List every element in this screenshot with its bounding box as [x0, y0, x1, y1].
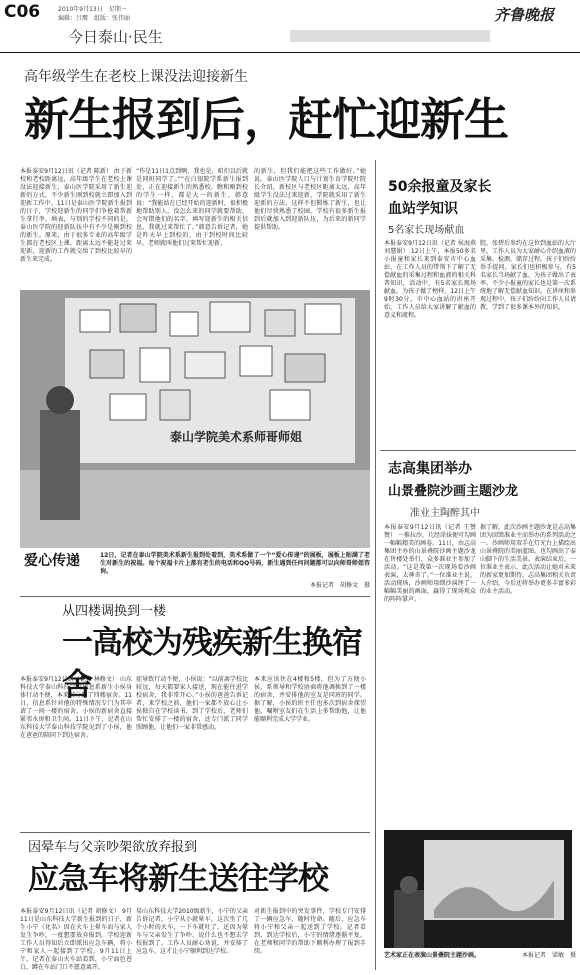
article3-col1: 本报泰安9月12日讯（记者 王赞赞） 一推拉沙，几经涂抹便可勾画一幅幅精美的画卷。11日，由志高集团主办的山景叠院沙画主题沙龙在售楼处举行，众多准业主参加了活动。“这是我第一次现场看沙画表演，太神奇了。”一位准业主说。活动现场，沙画师用细沙演绎了一幅幅美丽的画面，赢得了现场观众的阵阵掌声。	[384, 524, 476, 603]
article4-rule	[20, 596, 370, 597]
article2-subhead: 5名家长现场献血	[388, 225, 465, 236]
article3-photo-caption: 艺术家正在表演山景叠院主题沙画。	[384, 952, 481, 959]
article5-rule	[20, 832, 370, 833]
article2-kicker: 50余报童及家长	[388, 179, 492, 195]
article5-col3: 对新生报到中的突发事件，学校专门安排了一辆应急车，随时待命。随后，应急车将小宁和父亲一起送到了学校。记者看到，到达学校后，小宁的情绪逐渐平复，在老师和同学的帮助下顺利办理了报到手续。	[254, 908, 366, 955]
date-line: 2010年9月13日 星期一	[58, 6, 127, 13]
masthead-bar	[290, 30, 490, 42]
article3-subhead: 准业主陶醉其中	[410, 508, 480, 519]
article4-col1: 本报泰安9月12日讯（记者 林修文） 山东科技大学泰山科技学院信息系新生小侯身体行动不便，本来被分到了四楼宿舍。11日，信息系针对他的特殊情况专门为其申请了一间一楼的宿舍，小侯的新宿舍直接紧邻水房和卫生间。11日下午，记者在山东科技大学泰山科技学院见到了小侯，他在爸爸的陪同下到达宿舍。	[20, 676, 132, 739]
article1-photo-caption: 12日，记者在泰山学院美术系新生报到处看到，美术系做了一个“爱心传递”的展板，展板上贴满了老生对新生的祝福。每个祝福卡片上都有老生的电话和QQ号码，新生遇到任何问题都可以向师哥师姐咨询。	[100, 552, 370, 575]
article1-kicker: 高年级学生在老校上课没法迎接新生	[24, 69, 248, 85]
article5-headline: 应急车将新生送往学校	[28, 861, 328, 897]
article1-col2: “作是11日1点到啊，我也是，咱们以后就是同班同学了。”“在白银院学系新生报到处，正在迎接新生的熟悉校，瞧和刚到校的学生一样，都是大一的新生。韩意说：“我能站在已经开始的迎新时，很积极地帮助别人，没怎么来的同学就要帮助，会写错他们的名字，填写迎新生的相关信息，我就过来帮忙了。”韩意告诉记者，她是昨天早上到校的，由于到校时间比较早，老师就叫他们过来帮忙迎新。	[136, 168, 248, 247]
article4-headline: 一高校为残疾新生换宿舍	[62, 625, 362, 703]
paper-name: 齐鲁晚报	[494, 6, 555, 24]
article2-kicker2: 血站学知识	[388, 201, 458, 217]
article1-col3: 的新生，但我们能把这些工作做好。”她说。泰山医学院人口与计划生育学院叶院长介绍，新校区与老校区距离太远，高年级学生没法过来迎新，学院就采用了新生迎新的方法，这样不但锻炼了新生，也让他们尽快熟悉了校园。学校有很多新生报到后就加入到迎新队伍，为后来的新同学提供帮助。	[254, 168, 366, 231]
article5-col1: 本报泰安9月12日讯（记者 胡修文） 9月11日是山东科技大学新生报到的日子，新生小宁（化名）因在火车上晕车而与家人发生争吵，一度想要放弃报到。学校迎新工作人员得知后立即派出应急车辆，将小宁和家人一起接到了学校。9月11日上午，记者在泰山火车站看到，小宁面色苍白，蹲在车站门口不愿意离开。	[20, 908, 132, 971]
article3-kicker: 志高集团举办	[388, 461, 472, 477]
masthead-rule	[0, 52, 580, 53]
article4-col2: 症导致行动不便，小侯说：“以前离学校比较远，每天都要家人接送，现在能住进学校宿舍，我非常开心。”小侯的爸爸告诉记者，来学校之前，他们一家都不放心让小侯独自在学校读书，到了学校后，老师们帮忙安排了一楼的宿舍，还专门派了同学照顾他，让他们一家非常感动。	[136, 676, 248, 731]
article2-col2: 腔，张碧后参约在这位到血站的大厅里，工作人员为大家耐心介绍血液的采集、检测、储存过程。孩子们纷纷举手提问，家长们也积极参与。有5名家长当场献了血，为孩子做出了表率。不少小报童的家长也是第一次系统地了解无偿献血知识。在讲座和参观过程中，孩子们纷纷向工作人员请教，学到了很多课本外的知识。	[480, 240, 577, 311]
section-title: 今日泰山·民生	[68, 28, 163, 46]
photo-display-board	[20, 290, 370, 548]
article5-col2: 易山东科技大学2010级新生，小宁的父亲告诉记者，小宁从小就晕车，这次坐了几个小时的火车，一下车就吐了，还因为晕车与父亲发生了争吵，说什么也不想去学校报到了。工作人员耐心劝说，并安排了应急车，这才让小宁顺利到达学校。	[136, 908, 248, 955]
article3-photo-credit: 本报记者 梁敏 摄	[521, 952, 576, 959]
article3-col2: 据了解，此次沙画主题沙龙是志高集团为回馈准业主而举办的系列活动之一。沙画师用双手在灯光台上描绘出山景叠院的美丽蓝图，也勾画出了泰山脚下的生活美景。表演结束后，一位准业主表示，此次活动让她对未来的新家更加期待。志高集团相关负责人介绍，今后还将举办更多丰富多彩的业主活动。	[480, 524, 577, 595]
article1-photo-credit: 本报记者 胡修文 摄	[309, 582, 370, 589]
vertical-divider	[375, 160, 376, 970]
article2-col1: 本报泰安9月12日讯（记者 侯海燕 刘慧娟） 12日上午，本报50多名小报童和家长来到泰安市中心血站，在工作人员的带领下了解了无偿献血的采集过程和血液的相关科普知识，活动中，有5名家长现场献血，为孩子做了榜样。12日上午9时30分，市中心血站的讲座开始，工作人员给大家讲解了献血的意义和流程。	[384, 240, 476, 319]
article3-rule	[380, 450, 576, 451]
article1-col1: 本报泰安9月12日讯（记者 陈新） 由于新校和老校距离远，高年级学生在老校上课没法迎接新生，泰山医学院采用了新生迎新的方式，不少新生刚到校就立即加入到迎新工作中。11日是泰山医学院新生报到的日子，学校迎新生的同学们争抢着帮新生拿行李、填表，与别的学校不同的是，泰山医学院的迎新队伍中有不少是刚到校的新生。原来，由于很多专业的高年级学生都在老校区上课，距离太远不能赶过来迎新，迎新的工作就交给了到校比较早的新生来完成。	[20, 168, 132, 263]
article5-kicker: 因晕车与父亲吵架欲放弃报到	[28, 840, 198, 855]
article3-photo	[384, 830, 572, 948]
photo-label: 爱心传递	[24, 553, 80, 569]
article1-headline: 新生报到后，赶忙迎新生	[24, 93, 509, 146]
board-text: 泰山学院美术系师哥师姐	[170, 430, 303, 444]
article4-col3: 本来应该住在4楼和5楼，但为了方便小侯，系领导和学校协商将他调换到了一楼的宿舍，并安排他的室友是同班的同学。据了解，小侯的班主任也多次到宿舍探望他，嘱咐室友们在生活上多帮助他，让他能顺利完成大学学业。	[254, 676, 366, 723]
article3-kicker2: 山景叠院沙画主题沙龙	[388, 484, 519, 499]
editor-line: 编辑：吕鹰 组版：张伟丽	[58, 15, 131, 22]
article4-kicker: 从四楼调换到一楼	[62, 604, 167, 619]
article1-photo	[20, 290, 370, 548]
masthead	[0, 0, 580, 52]
sand-art-screen	[384, 830, 572, 948]
page-code: C06	[4, 2, 41, 22]
